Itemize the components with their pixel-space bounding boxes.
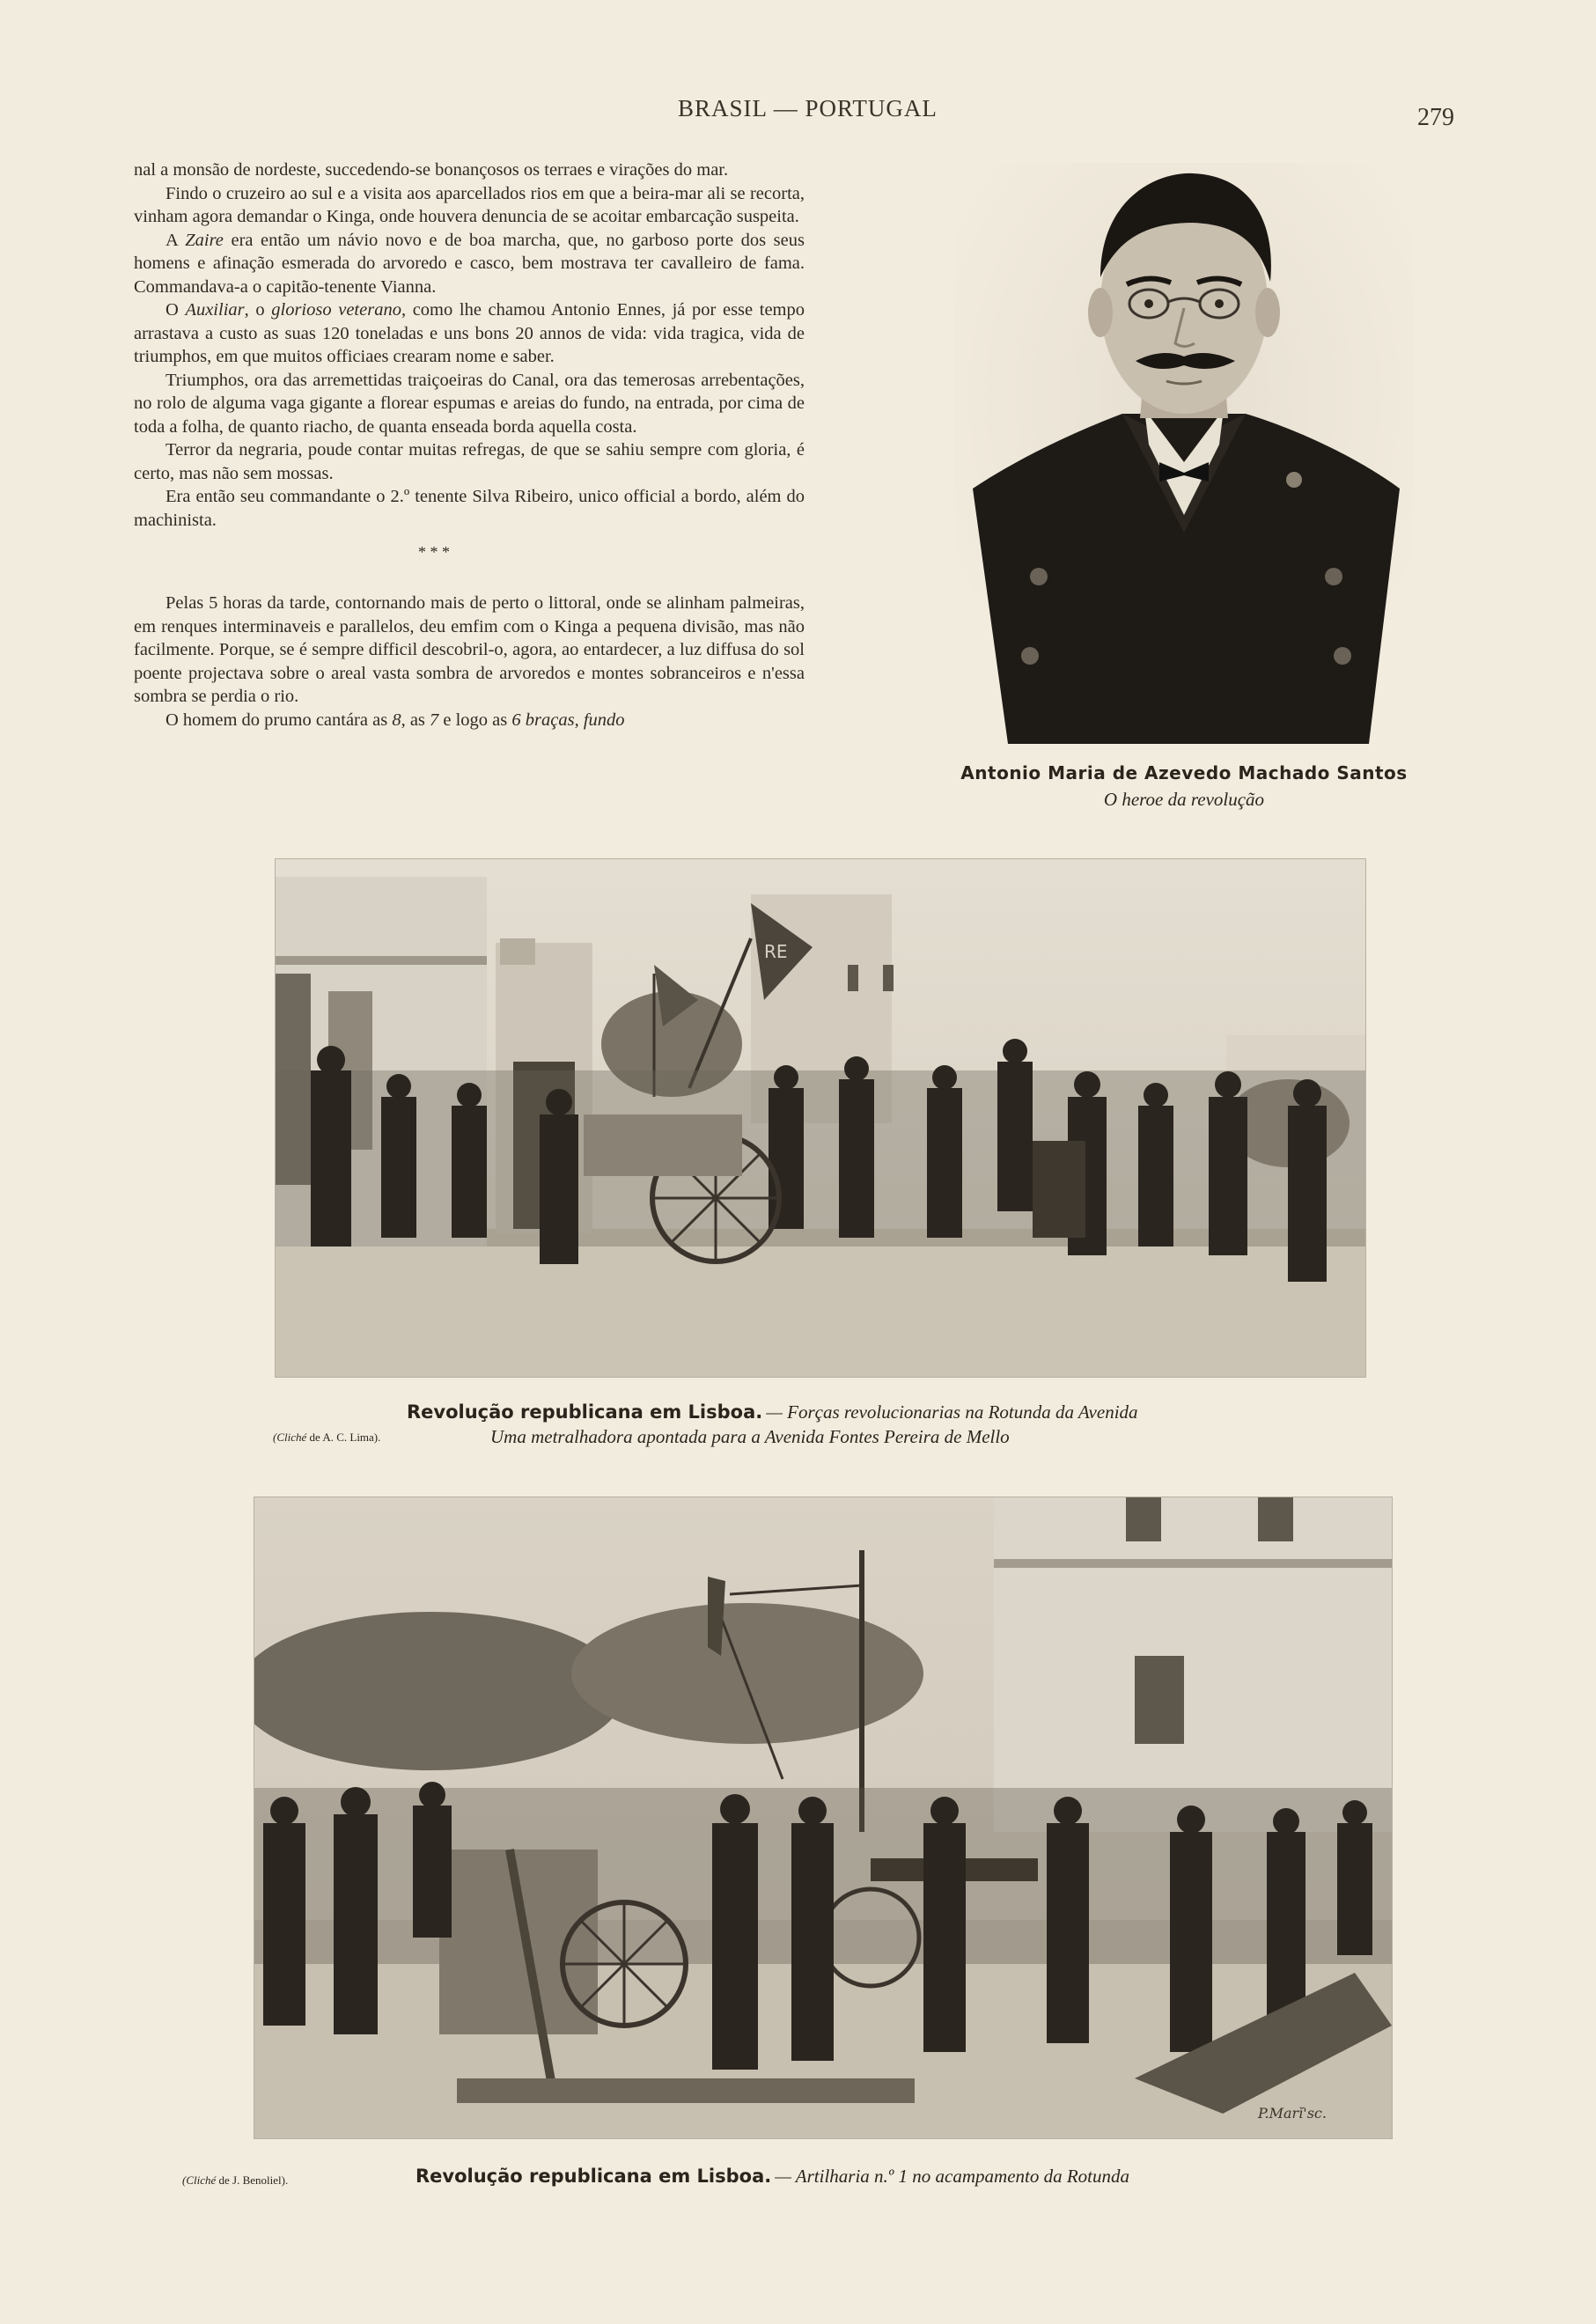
- running-head: BRASIL — PORTUGAL: [678, 95, 938, 121]
- photographer-signature: P.Marĭ'sc.: [1258, 2105, 1327, 2122]
- paragraph: O homem do prumo cantára as 8, as 7 e logo as 6 braças, fundo: [165, 710, 625, 730]
- article-text-column: [134, 158, 805, 732]
- photo2-caption: [416, 2166, 1129, 2188]
- photo1-caption-line2: Uma metralhadora apontada para a Avenida Fontes Pereira de Mello: [490, 1426, 1010, 1447]
- photo1-caption-title: Revolução republicana em Lisboa.: [407, 1401, 763, 1423]
- paragraph: A Zaire era então um návio novo e de boa marcha, que, no garboso porte dos seus homens e afinação esmerada do arvoredo e casco, bem mostrava ter cavalleiro de fama. Commandava-a o capitão-tenente Vianna.: [134, 230, 805, 297]
- portrait-subtitle: O heroe da revolução: [1103, 789, 1265, 810]
- paragraph: Findo o cruzeiro ao sul e a visita aos aparcellados rios em que a beira-mar ali se recorta, vinham agora demandar o Kinga, onde houvera denuncia de se acoitar embarcação suspeita.: [134, 183, 805, 226]
- photo1-cliche-credit: (Cliché de A. C. Lima).: [273, 1430, 381, 1444]
- paragraph: Era então seu commandante o 2.º tenente Silva Ribeiro, unico official a bordo, além do machinista.: [134, 487, 805, 530]
- paragraph: Triumphos, ora das arremettidas traiçoeiras do Canal, ora das temerosas arrebentações, no rolo de alguma vaga gigante a florear espumas e areias do fundo, na entrada, por cima de toda a folha, de quanto riacho, de quanta enseada borda aquella costa.: [134, 370, 805, 437]
- flag-lettering: RE: [764, 941, 788, 962]
- section-asterism: * * *: [418, 543, 450, 561]
- photo2-cliche-credit: (Cliché de J. Benoliel).: [182, 2173, 289, 2187]
- paragraph: Pelas 5 horas da tarde, contornando mais de perto o littoral, onde se alinham palmeiras, em renques interminaveis e parallelos, deu emfim com o Kinga a pequena divisão, mas não facilmente. Porque, se é sempre difficil descobril-o, agora, ao entardecer, a luz diffusa do sol poente projectava sobre o areal vasta sombra de arvoredos e montes sobranceiros e n'essa sombra se perdia o rio.: [134, 593, 805, 706]
- photo2-caption-title: Revolução republicana em Lisboa.: [416, 2166, 772, 2187]
- revolution-photo-rotunda: [275, 858, 1366, 1378]
- paragraph: Terror da negraria, poude contar muitas refregas, de que se sahiu sempre com gloria, é certo, mas não sem mossas.: [134, 440, 805, 483]
- revolution-photo-artillery: [254, 1497, 1393, 2139]
- page-number: 279: [1417, 104, 1454, 131]
- photo1-caption-line1: — Forças revolucionarias na Rotunda da Avenida: [766, 1401, 1138, 1423]
- portrait-photo: [955, 163, 1413, 744]
- portrait-caption: [916, 762, 1453, 811]
- portrait-name: Antonio Maria de Azevedo Machado Santos: [960, 762, 1408, 783]
- photo2-caption-line1: — Artilharia n.º 1 no acampamento da Rotunda: [775, 2166, 1130, 2187]
- paragraph: O Auxiliar, o glorioso veterano, como lhe chamou Antonio Ennes, já por esse tempo arrastava a custo as suas 120 toneladas e uns bons 20 annos de vida: vida tragica, vida de triumphos, em que muitos officiaes crearam nome e saber.: [134, 300, 805, 366]
- paragraph: nal a monsão de nordeste, succedendo-se bonançosos os terraes e virações do mar.: [134, 160, 729, 180]
